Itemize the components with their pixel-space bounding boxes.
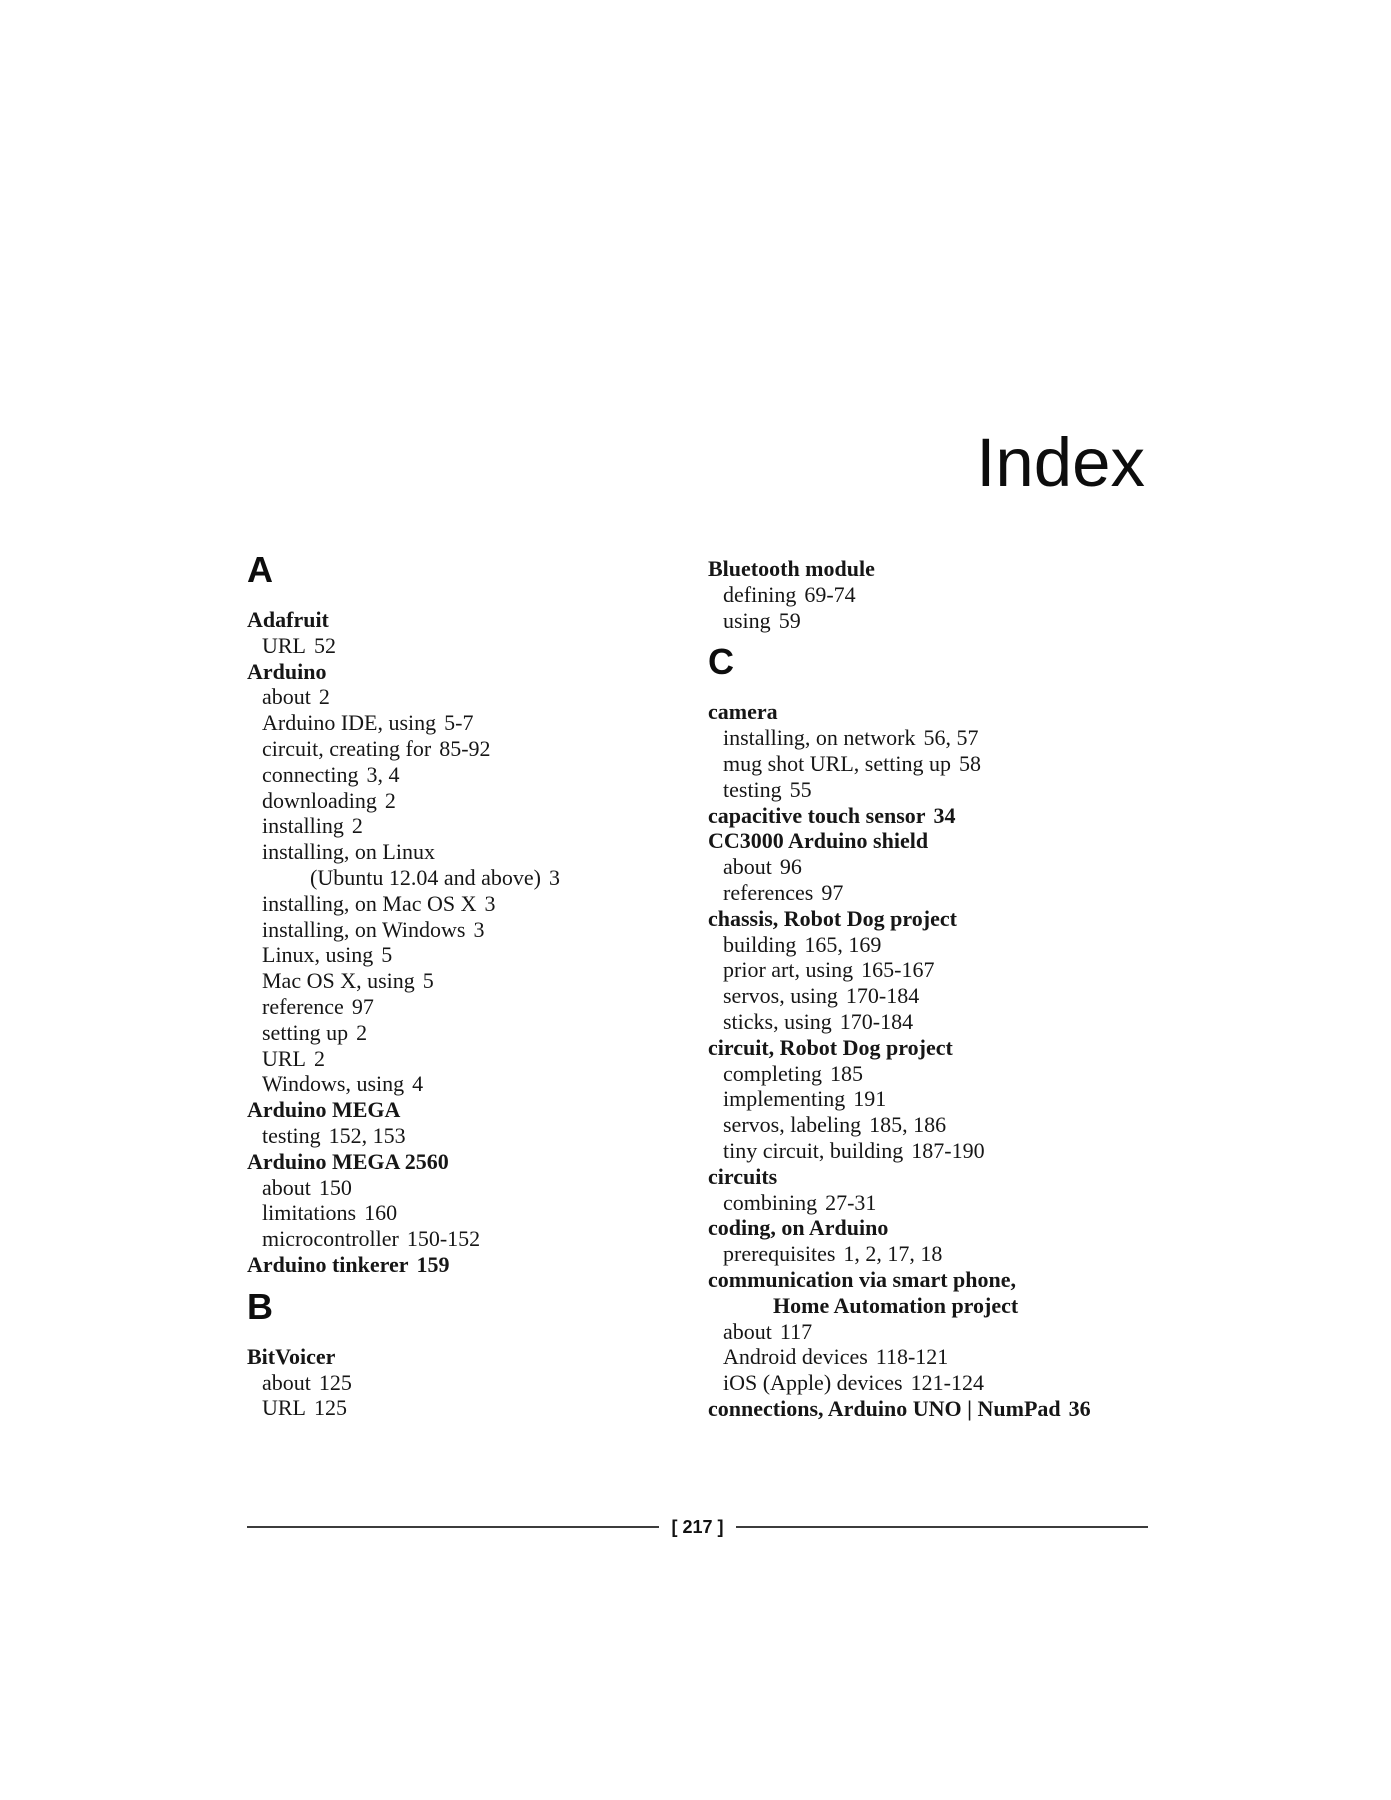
- entry-page-numbers: 5-7: [444, 710, 474, 736]
- entry-text: using: [723, 607, 771, 633]
- entry-text: Linux, using: [262, 942, 374, 968]
- index-sub-entry: [247, 1226, 708, 1252]
- entry-text: Bluetooth module: [708, 556, 875, 581]
- entry-text: CC3000 Arduino shield: [708, 828, 929, 854]
- index-sub-entry: [708, 1112, 1148, 1138]
- entry-page-numbers: 170-184: [845, 983, 920, 1009]
- entry-text: references: [723, 879, 814, 905]
- entry-page-numbers: 34: [933, 802, 956, 828]
- entry-text: downloading: [262, 787, 377, 813]
- footer-rule-right: [736, 1526, 1148, 1528]
- entry-text: communication via smart phone,: [708, 1266, 1016, 1292]
- entry-text: about: [723, 1318, 772, 1344]
- index-term-entry: [708, 828, 1148, 854]
- index-sub-entry: [247, 813, 708, 839]
- index-sub-entry: [247, 942, 708, 968]
- entry-page-numbers: 121-124: [910, 1370, 984, 1396]
- index-sub-entry: [247, 633, 708, 659]
- entry-page-numbers: 3, 4: [366, 761, 400, 787]
- entry-text: Arduino MEGA 2560: [247, 1148, 449, 1174]
- entry-text: about: [262, 1174, 311, 1200]
- index-term-entry: [247, 607, 708, 633]
- index-sub-entry: [708, 1344, 1148, 1370]
- index-term-entry: [708, 556, 1148, 582]
- entry-page-numbers: 170-184: [839, 1008, 914, 1034]
- index-term-entry: [708, 1215, 1148, 1241]
- index-term-entry: [247, 1252, 708, 1278]
- index-column-left: [247, 548, 708, 1422]
- entry-page-numbers: 3: [473, 916, 485, 942]
- entry-page-numbers: 125: [318, 1369, 352, 1395]
- entry-text: installing, on Linux: [262, 839, 435, 865]
- entry-page-numbers: 58: [958, 750, 981, 776]
- entry-text: Home Automation project: [773, 1292, 1019, 1318]
- index-term-continuation: [708, 1293, 1148, 1319]
- index-sub-entry: [247, 1020, 708, 1046]
- index-sub-entry: [708, 1241, 1148, 1267]
- entry-page-numbers: 5: [422, 968, 434, 994]
- entry-text: URL: [262, 632, 306, 658]
- index-sub-entry: [247, 710, 708, 736]
- entry-text: coding, on Arduino: [708, 1215, 889, 1241]
- entry-text: URL: [262, 1045, 306, 1071]
- entry-text: Arduino tinkerer: [247, 1251, 409, 1277]
- entry-page-numbers: 3: [484, 890, 496, 916]
- entry-text: prerequisites: [723, 1241, 836, 1267]
- entry-text: chassis, Robot Dog project: [708, 905, 957, 931]
- entry-page-numbers: 27-31: [825, 1189, 877, 1215]
- index-sub-entry: [708, 983, 1148, 1009]
- entry-page-numbers: 36: [1068, 1395, 1091, 1421]
- entry-text: C: [708, 641, 734, 683]
- entry-page-numbers: 52: [314, 632, 336, 658]
- entry-page-numbers: 165, 169: [804, 931, 882, 957]
- index-term-entry: [708, 1396, 1148, 1422]
- entry-text: camera: [708, 699, 778, 725]
- index-sub-entry: [247, 1175, 708, 1201]
- index-term-entry: [247, 1097, 708, 1123]
- index-term-entry: [247, 1149, 708, 1175]
- entry-page-numbers: 150: [318, 1174, 352, 1200]
- entry-page-numbers: 159: [416, 1251, 450, 1277]
- index-term-entry: [708, 1035, 1148, 1061]
- entry-page-numbers: 117: [779, 1318, 813, 1344]
- index-sub-entry: [708, 608, 1148, 634]
- index-columns: [247, 548, 1148, 1422]
- index-term-entry: [708, 1164, 1148, 1190]
- page-title: Index: [976, 424, 1145, 501]
- entry-page-numbers: 152, 153: [328, 1122, 406, 1148]
- entry-text: Windows, using: [262, 1071, 405, 1097]
- entry-text: about: [723, 854, 772, 880]
- index-term-entry: [708, 906, 1148, 932]
- index-term-entry: [708, 699, 1148, 725]
- index-sub-entry: [247, 1123, 708, 1149]
- entry-text: implementing: [723, 1086, 846, 1112]
- page-number: [ 217 ]: [671, 1517, 724, 1537]
- entry-page-numbers: 118-121: [875, 1344, 949, 1370]
- entry-page-numbers: 2: [384, 787, 396, 813]
- index-sub-entry: [247, 1046, 708, 1072]
- entry-text: testing: [262, 1122, 321, 1148]
- entry-page-numbers: 55: [789, 776, 812, 802]
- entry-text: prior art, using: [723, 957, 854, 983]
- entry-page-numbers: 97: [351, 993, 374, 1019]
- entry-page-numbers: 4: [412, 1071, 424, 1097]
- entry-text: defining: [723, 581, 797, 607]
- index-sub-entry: [708, 1138, 1148, 1164]
- index-term-entry: [247, 659, 708, 685]
- entry-page-numbers: 187-190: [911, 1137, 985, 1163]
- index-sub-entry: [247, 1200, 708, 1226]
- index-sub-entry: [247, 1370, 708, 1396]
- entry-text: installing: [262, 813, 344, 839]
- index-term-entry: [708, 803, 1148, 829]
- entry-text: about: [262, 1369, 311, 1395]
- entry-text: combining: [723, 1189, 818, 1215]
- entry-page-numbers: 2: [351, 813, 363, 839]
- index-sub-entry: [247, 788, 708, 814]
- entry-text: connecting: [262, 761, 359, 787]
- entry-text: circuit, creating for: [262, 735, 432, 761]
- entry-page-numbers: 5: [381, 942, 393, 968]
- entry-text: connections, Arduino UNO | NumPad: [708, 1395, 1061, 1421]
- index-sub-entry-continuation: [247, 865, 708, 891]
- entry-text: B: [247, 1285, 273, 1327]
- index-term-entry: [708, 1267, 1148, 1293]
- index-sub-entry: [708, 1190, 1148, 1216]
- index-sub-entry: [708, 725, 1148, 751]
- index-sub-entry: [708, 932, 1148, 958]
- entry-text: reference: [262, 993, 344, 1019]
- entry-text: servos, labeling: [723, 1112, 862, 1138]
- entry-text: circuits: [708, 1163, 778, 1189]
- index-sub-entry: [247, 968, 708, 994]
- entry-text: testing: [723, 776, 782, 802]
- entry-text: A: [247, 549, 273, 590]
- index-sub-entry: [708, 1061, 1148, 1087]
- entry-page-numbers: 97: [821, 879, 844, 905]
- footer-rule-left: [247, 1526, 659, 1528]
- entry-page-numbers: 150-152: [406, 1226, 481, 1252]
- entry-text: tiny circuit, building: [723, 1137, 904, 1163]
- entry-text: mug shot URL, setting up: [723, 750, 951, 776]
- entry-page-numbers: 165-167: [861, 957, 935, 983]
- entry-text: about: [262, 684, 311, 710]
- index-sub-entry: [708, 751, 1148, 777]
- entry-page-numbers: 2: [318, 684, 330, 710]
- entry-text: installing, on Mac OS X: [262, 890, 477, 916]
- entry-text: Arduino IDE, using: [262, 710, 437, 736]
- entry-text: URL: [262, 1395, 306, 1421]
- index-sub-entry: [247, 1395, 708, 1421]
- entry-page-numbers: 160: [364, 1200, 398, 1226]
- index-sub-entry: [247, 994, 708, 1020]
- index-sub-entry: [708, 854, 1148, 880]
- index-section-heading: [247, 1285, 708, 1329]
- index-term-entry: [247, 1344, 708, 1370]
- entry-text: limitations: [262, 1200, 357, 1226]
- page-footer: [247, 1513, 1148, 1541]
- index-sub-entry: [247, 839, 708, 865]
- entry-text: Arduino MEGA: [247, 1097, 401, 1123]
- entry-text: sticks, using: [723, 1008, 832, 1034]
- entry-text: Adafruit: [247, 607, 329, 632]
- index-sub-entry: [247, 684, 708, 710]
- entry-text: building: [723, 931, 797, 957]
- index-sub-entry: [708, 582, 1148, 608]
- entry-text: Mac OS X, using: [262, 968, 415, 994]
- entry-text: Android devices: [723, 1344, 868, 1370]
- entry-text: microcontroller: [262, 1226, 399, 1252]
- index-section-heading: [708, 640, 1148, 684]
- index-sub-entry: [708, 1086, 1148, 1112]
- entry-text: servos, using: [723, 983, 838, 1009]
- entry-text: capacitive touch sensor: [708, 802, 926, 828]
- entry-text: BitVoicer: [247, 1343, 336, 1369]
- index-column-right: [708, 548, 1148, 1422]
- index-sub-entry: [708, 1009, 1148, 1035]
- entry-text: Arduino: [247, 658, 327, 684]
- entry-text: circuit, Robot Dog project: [708, 1034, 953, 1060]
- entry-text: (Ubuntu 12.04 and above): [310, 864, 541, 890]
- entry-page-numbers: 85-92: [439, 735, 491, 761]
- entry-page-numbers: 185, 186: [869, 1112, 947, 1138]
- index-section-heading: [247, 548, 708, 592]
- entry-page-numbers: 56, 57: [923, 725, 979, 751]
- index-sub-entry: [708, 1319, 1148, 1345]
- entry-text: setting up: [262, 1019, 349, 1045]
- entry-page-numbers: 1, 2, 17, 18: [843, 1241, 943, 1267]
- entry-page-numbers: 59: [778, 607, 801, 633]
- index-sub-entry: [708, 880, 1148, 906]
- entry-page-numbers: 191: [853, 1086, 887, 1112]
- index-sub-entry: [247, 762, 708, 788]
- index-sub-entry: [708, 957, 1148, 983]
- index-sub-entry: [708, 777, 1148, 803]
- entry-page-numbers: 2: [314, 1045, 325, 1071]
- index-sub-entry: [247, 917, 708, 943]
- index-sub-entry: [247, 736, 708, 762]
- index-sub-entry: [708, 1370, 1148, 1396]
- index-sub-entry: [247, 1071, 708, 1097]
- entry-text: installing, on Windows: [262, 916, 466, 942]
- index-sub-entry: [247, 891, 708, 917]
- entry-page-numbers: 185: [829, 1060, 863, 1086]
- entry-page-numbers: 125: [314, 1395, 347, 1421]
- entry-page-numbers: 2: [356, 1019, 368, 1045]
- entry-page-numbers: 69-74: [804, 581, 856, 607]
- entry-page-numbers: 3: [548, 864, 560, 890]
- entry-page-numbers: 96: [779, 854, 802, 880]
- entry-text: installing, on network: [723, 725, 916, 751]
- entry-text: iOS (Apple) devices: [723, 1370, 903, 1396]
- entry-text: completing: [723, 1060, 822, 1086]
